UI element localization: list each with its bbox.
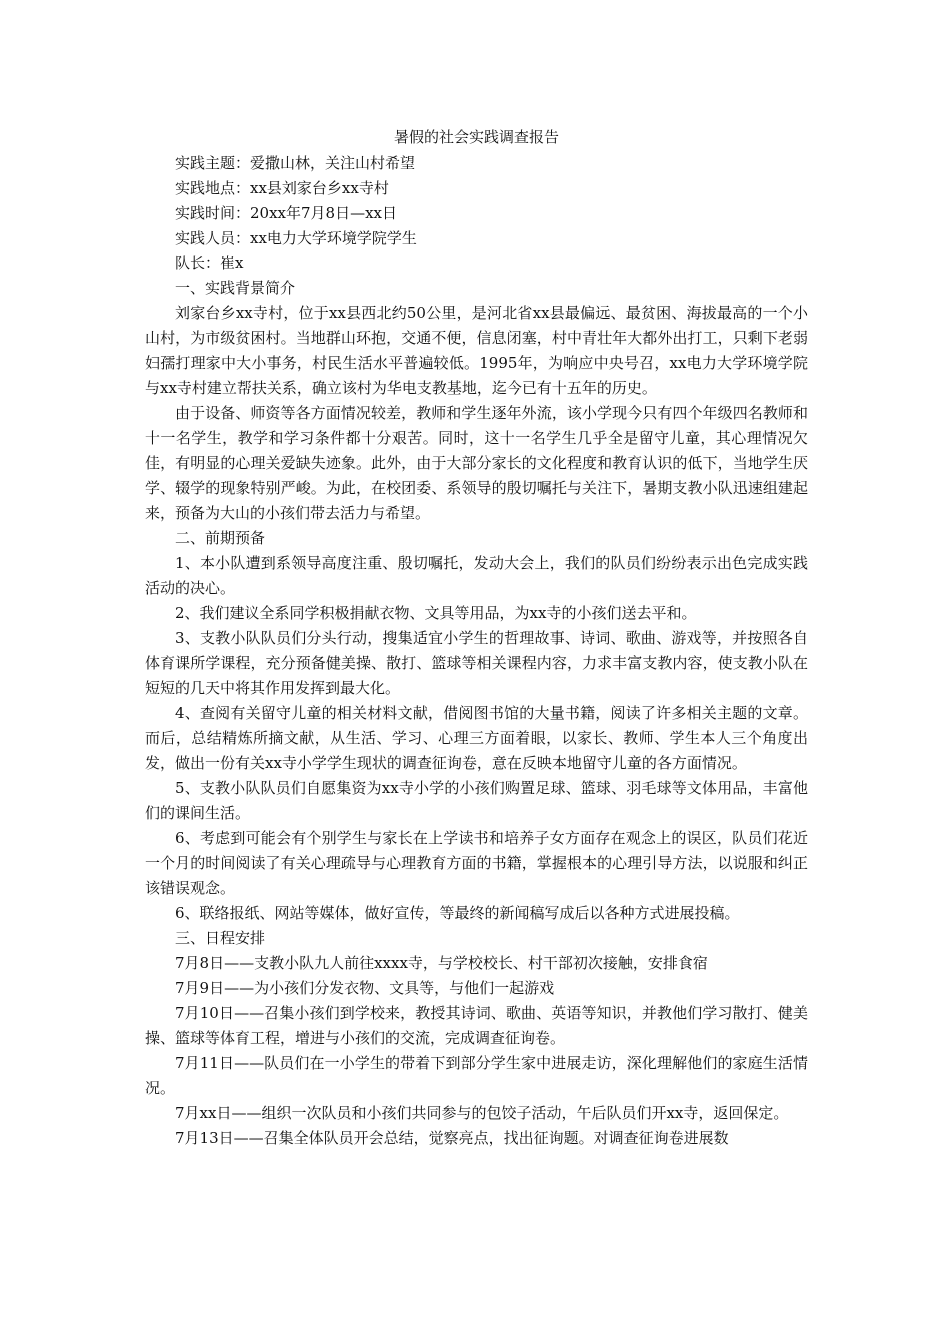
- document-body: [145, 124, 808, 1151]
- schedule-item: 7月8日——支教小队九人前往xxxx寺，与学校校长、村干部初次接触，安排食宿: [175, 954, 708, 972]
- preparation-item: 6、考虑到可能会有个别学生与家长在上学读书和培养子女方面存在观念上的误区，队员们花近一个月的时间阅读了有关心理疏导与心理教育方面的书籍，掌握根本的心理引导方法，以说服和纠正该错误观念。: [145, 829, 808, 897]
- schedule-item: 7月11日——队员们在一小学生的带着下到部分学生家中进展走访，深化理解他们的家庭生活情况。: [145, 1054, 808, 1097]
- paragraph: 刘家台乡xx寺村，位于xx县西北约50公里，是河北省xx县最偏远、最贫困、海拔最高的一个小山村，为市级贫困村。当地群山环抱，交通不便，信息闭塞，村中青壮年大都外出打工，只剩下老弱妇孺打理家中大小事务，村民生活水平普遍较低。1995年，为响应中央号召，xx电力大学环境学院与xx寺村建立帮扶关系，确立该村为华电支教基地，迄今已有十五年的历史。: [145, 304, 808, 397]
- preparation-item: 2、我们建议全系同学积极捐献衣物、文具等用品，为xx寺的小孩们送去平和。: [175, 604, 697, 622]
- practice-time: 实践时间：20xx年7月8日—xx日: [175, 204, 398, 222]
- schedule-item: 7月13日——召集全体队员开会总结，觉察亮点，找出征询题。对调查征询卷进展数: [175, 1129, 729, 1147]
- section-heading-schedule: 三、日程安排: [175, 929, 266, 947]
- team-leader: 队长：崔x: [175, 254, 244, 272]
- schedule-item: 7月9日——为小孩们分发衣物、文具等，与他们一起游戏: [175, 979, 555, 997]
- preparation-item: 6、联络报纸、网站等媒体，做好宣传，等最终的新闻稿写成后以各种方式进展投稿。: [175, 904, 740, 922]
- practice-theme: 实践主题：爱撒山林，关注山村希望: [175, 154, 416, 172]
- preparation-item: 1、本小队遭到系领导高度注重、殷切嘱托，发动大会上，我们的队员们纷纷表示出色完成实践活动的决心。: [145, 554, 808, 597]
- preparation-item: 5、支教小队队员们自愿集资为xx寺小学的小孩们购置足球、篮球、羽毛球等文体用品，丰富他们的课间生活。: [145, 779, 808, 822]
- preparation-item: 4、查阅有关留守儿童的相关材料文献，借阅图书馆的大量书籍，阅读了许多相关主题的文章。而后，总结精炼所摘文献，从生活、学习、心理三方面着眼，以家长、教师、学生本人三个角度出发，做出一份有关xx寺小学学生现状的调查征询卷，意在反映本地留守儿童的各方面情况。: [145, 704, 808, 772]
- practice-location: 实践地点：xx县刘家台乡xx寺村: [175, 179, 389, 197]
- paragraph: 由于设备、师资等各方面情况较差，教师和学生逐年外流，该小学现今只有四个年级四名教师和十一名学生，教学和学习条件都十分艰苦。同时，这十一名学生几乎全是留守儿童，其心理情况欠佳，有明显的心理关爱缺失迹象。此外，由于大部分家长的文化程度和教育认识的低下，当地学生厌学、辍学的现象特别严峻。为此，在校团委、系领导的殷切嘱托与关注下，暑期支教小队迅速组建起来，预备为大山的小孩们带去活力与希望。: [145, 404, 808, 522]
- schedule-item: 7月10日——召集小孩们到学校来，教授其诗词、歌曲、英语等知识，并教他们学习散打、健美操、篮球等体育工程，增进与小孩们的交流，完成调查征询卷。: [145, 1004, 808, 1047]
- document-title: 暑假的社会实践调查报告: [393, 128, 559, 146]
- preparation-item: 3、支教小队队员们分头行动，搜集适宜小学生的哲理故事、诗词、歌曲、游戏等，并按照各自体育课所学课程，充分预备健美操、散打、篮球等相关课程内容，力求丰富支教内容，使支教小队在短短的几天中将其作用发挥到最大化。: [145, 629, 808, 697]
- section-heading-background: 一、实践背景简介: [175, 279, 296, 297]
- practice-members: 实践人员：xx电力大学环境学院学生: [175, 229, 417, 247]
- section-heading-preparation: 二、前期预备: [175, 529, 266, 547]
- schedule-item: 7月xx日——组织一次队员和小孩们共同参与的包饺子活动，午后队员们开xx寺，返回保定。: [175, 1104, 789, 1122]
